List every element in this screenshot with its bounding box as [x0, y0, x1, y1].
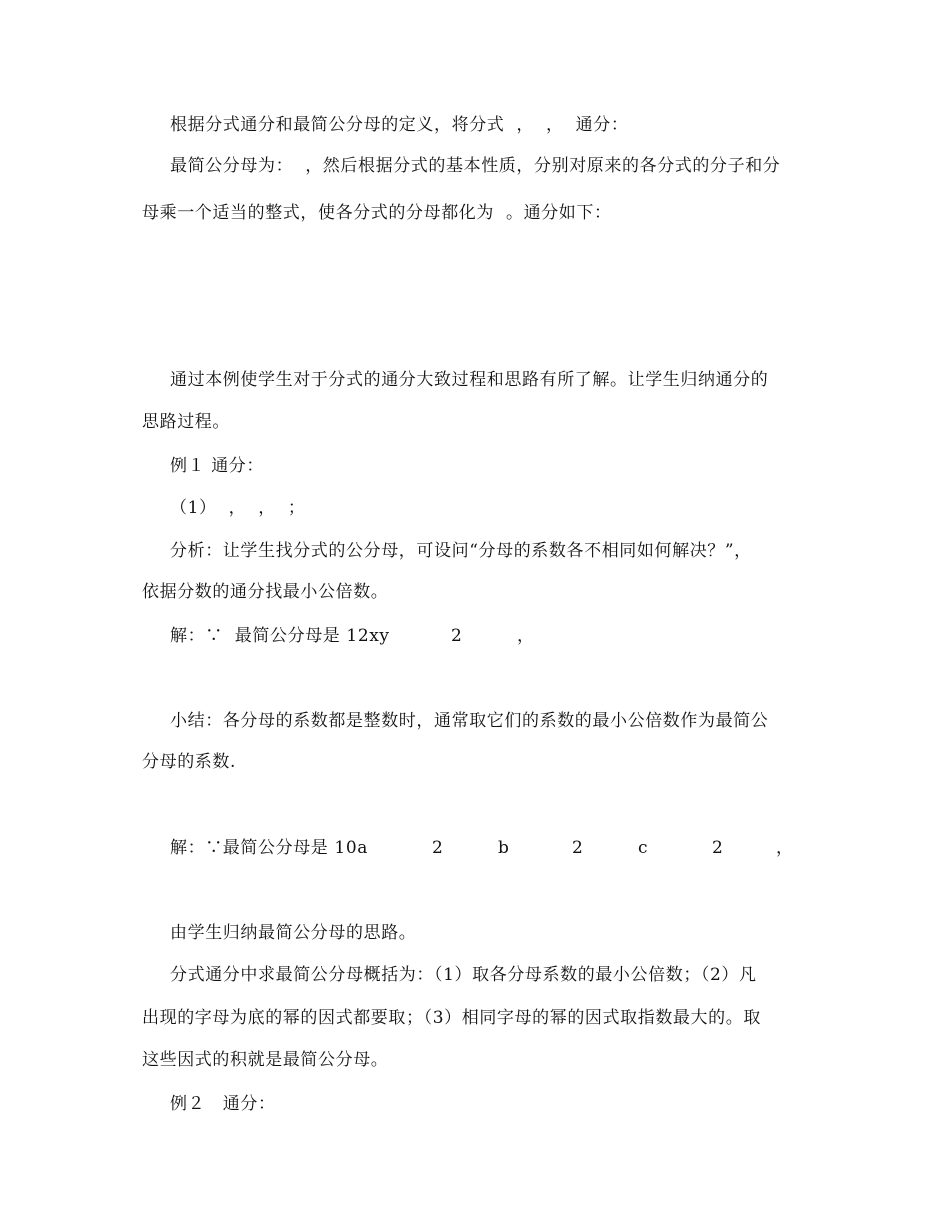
solution2-exponent-c: 2 [712, 838, 723, 858]
solution2-exponent-b: 2 [572, 838, 583, 858]
example2-title: 例２ 通分： [170, 1094, 276, 1114]
paragraph-lcd-line1: 最简公分母为： ，然后根据分式的基本性质，分别对原来的各分式的分子和分 [170, 156, 781, 176]
paragraph-rule-line2: 出现的字母为底的幂的因式都要取；（3）相同字母的幂的因式取指数最大的。取 [142, 1008, 761, 1028]
example1-title: 例１ 通分： [170, 456, 265, 476]
solution2-exponent-a: 2 [432, 838, 443, 858]
summary-line2: 分母的系数. [142, 752, 237, 772]
paragraph-rule-line1: 分式通分中求最简公分母概括为：（1）取各分母系数的最小公倍数；（2）凡 [170, 965, 757, 985]
paragraph-purpose-line2: 思路过程。 [142, 412, 230, 432]
analysis-line1: 分析：让学生找分式的公分母，可设问“分母的系数各不相同如何解决？”， [170, 541, 752, 561]
example1-item: （1） ， ， ； [170, 498, 306, 518]
solution1-comma: ， [517, 626, 534, 646]
solution2-text: 解：∵最简公分母是 10a [170, 838, 368, 858]
analysis-line2: 依据分数的通分找最小公倍数。 [142, 582, 389, 602]
solution1-text: 解：∵ 最简公分母是 12xy [170, 626, 390, 646]
solution2-factor-c: c [638, 838, 648, 858]
solution2-factor-b: b [498, 838, 509, 858]
paragraph-purpose-line1: 通过本例使学生对于分式的通分大致过程和思路有所了解。让学生归纳通分的 [170, 370, 769, 390]
paragraph-rule-line3: 这些因式的积就是最简公分母。 [142, 1050, 389, 1070]
paragraph-induction: 由学生归纳最简公分母的思路。 [170, 923, 417, 943]
summary-line1: 小结：各分母的系数都是整数时，通常取它们的系数的最小公倍数作为最简公 [170, 711, 769, 731]
paragraph-lcd-line2: 母乘一个适当的整式，使各分式的分母都化为 。通分如下： [142, 203, 612, 223]
paragraph-intro: 根据分式通分和最简公分母的定义，将分式 ， ， 通分： [170, 115, 629, 135]
solution2-comma: ， [776, 838, 793, 858]
solution1-exponent: 2 [451, 626, 462, 646]
